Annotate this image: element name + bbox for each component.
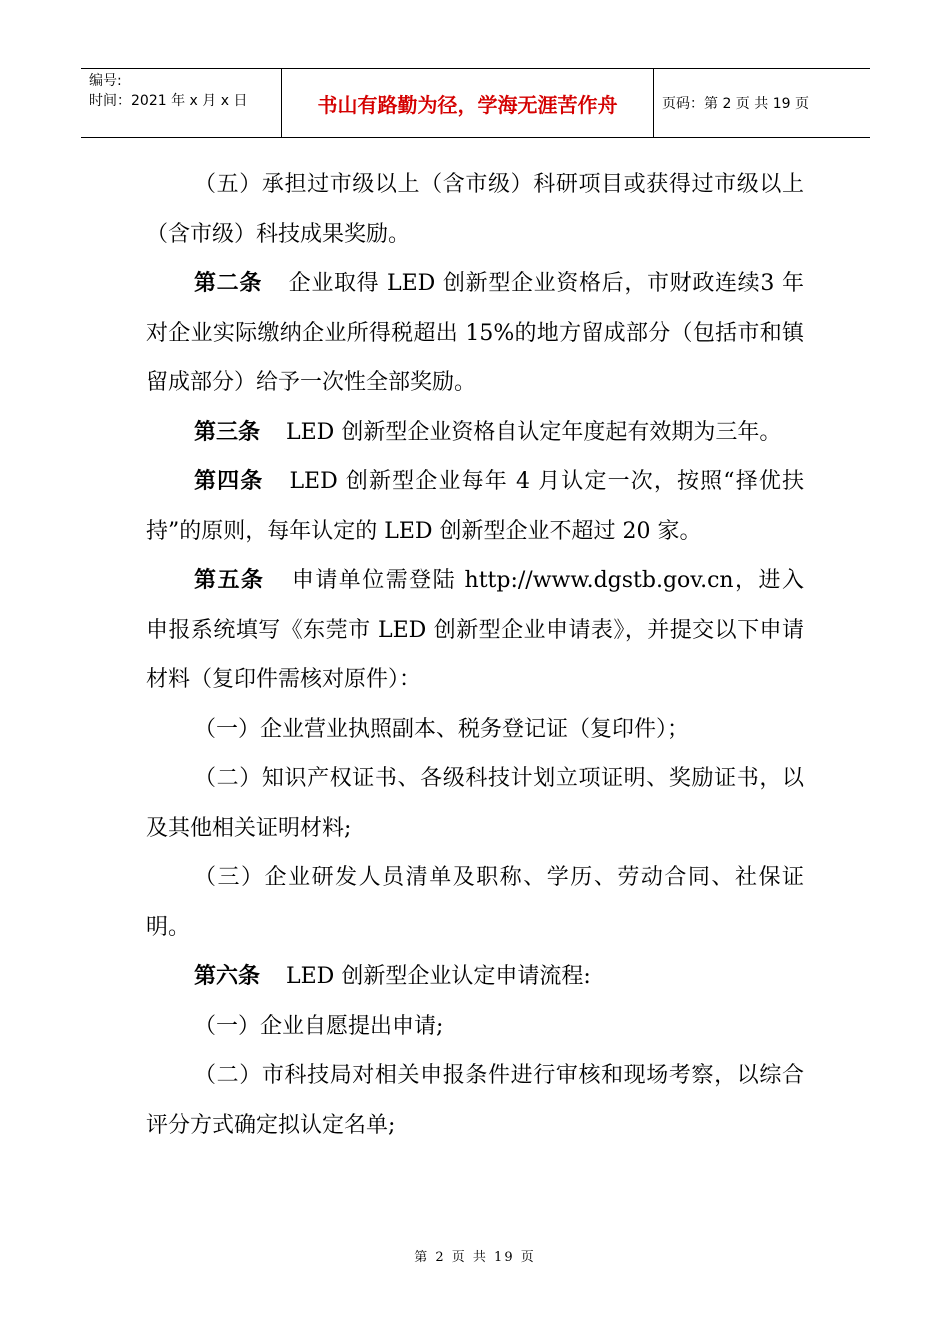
header-meta [81, 69, 282, 137]
article-paragraph [146, 556, 804, 705]
paragraph-text: （二）知识产权证书、各级科技计划立项证明、奖励证书，以及其他相关证明材料; [146, 766, 804, 841]
header-page-label: 页码：第 2 页 共 19 页 [662, 96, 809, 112]
paragraph-text: （二）市科技局对相关申报条件进行审核和现场考察，以综合评分方式确定拟认定名单; [146, 1063, 804, 1138]
page-footer: 第 2 页 共 19 页 [414, 1250, 536, 1265]
paragraph [146, 1051, 804, 1150]
number-label: 编号: [89, 73, 122, 89]
article-paragraph [146, 259, 804, 408]
paragraph [146, 705, 804, 755]
paragraph-text: （五）承担过市级以上（含市级）科研项目或获得过市级以上（含市级）科技成果奖励。 [146, 172, 804, 247]
article-label: 第二条 [194, 271, 263, 296]
header-motto: 书山有路勤为径，学海无涯苦作舟 [282, 69, 654, 137]
paragraph [146, 160, 804, 259]
article-paragraph [146, 408, 804, 458]
paragraph-text: （一）企业自愿提出申请; [194, 1013, 444, 1039]
article-paragraph [146, 952, 804, 1002]
article-label: 第四条 [194, 469, 264, 494]
time-label: 时间：2021 年 x 月 x 日 [89, 93, 248, 109]
paragraph-text: （一）企业营业执照副本、税务登记证（复印件）； [194, 716, 690, 742]
paragraph-text: LED 创新型企业每年 4 月认定一次，按照“择优扶持”的原则，每年认定的 LED 创新型企业不超过 20 家。 [146, 469, 804, 544]
document-header [81, 68, 870, 138]
paragraph-text: 企业取得 LED 创新型企业资格后，市财政连续3 年对企业实际缴纳企业所得税超出 15%的地方留成部分（包括市和镇留成部分）给予一次性全部奖励。 [146, 271, 804, 395]
paragraph [146, 853, 804, 952]
paragraph [146, 754, 804, 853]
paragraph-text: LED 创新型企业资格自认定年度起有效期为三年。 [286, 419, 782, 445]
paragraph-text: 申请单位需登陆 http://www.dgstb.gov.cn，进入申报系统填写《东莞市 LED 创新型企业申请表》，并提交以下申请材料（复印件需核对原件）： [146, 568, 804, 692]
article-paragraph [146, 457, 804, 556]
paragraph-text: （三）企业研发人员清单及职称、学历、劳动合同、社保证明。 [146, 865, 804, 940]
article-label: 第六条 [194, 964, 261, 989]
paragraph [146, 1002, 804, 1052]
document-body [146, 160, 804, 1150]
paragraph-text: LED 创新型企业认定申请流程: [286, 964, 591, 989]
article-label: 第五条 [194, 568, 265, 593]
article-label: 第三条 [194, 419, 261, 445]
